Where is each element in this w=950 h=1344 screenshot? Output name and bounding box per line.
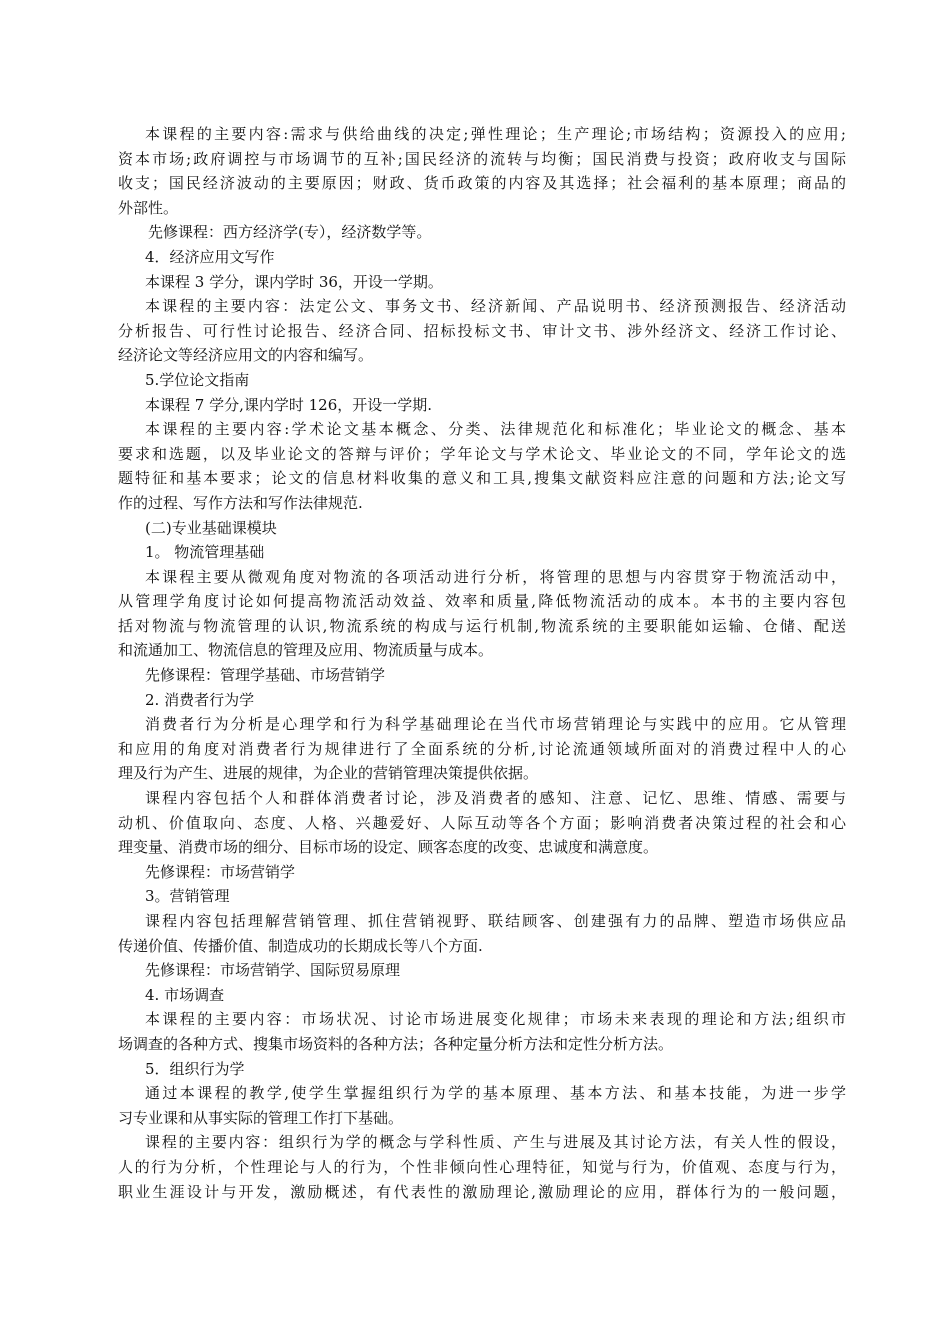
course-heading: 5.学位论文指南 xyxy=(145,370,250,389)
text-line: 题特征和基本要求；论文的信息材料收集的意义和工具,搜集文献资料应注意的问题和方法;论文写 xyxy=(118,469,846,488)
text-line: 本课程 7 学分,课内学时 126，开设一学期. xyxy=(145,395,433,414)
text-line: 作的过程、写作方法和写作法律规范. xyxy=(118,493,363,512)
course-heading: 2. 消费者行为学 xyxy=(145,690,255,709)
text-line: 课程的主要内容：组织行为学的概念与学科性质、产生与进展及其讨论方法，有关人性的假设， xyxy=(145,1133,846,1152)
text-line: 本课程 3 学分，课内学时 36，开设一学期。 xyxy=(145,272,443,291)
text-line: 课程内容包括个人和群体消费者讨论，涉及消费者的感知、注意、记忆、思维、情感、需要与 xyxy=(145,789,846,808)
text-line: 括对物流与物流管理的认识,物流系统的构成与运行机制,物流系统的主要职能如运输、仓储、配送 xyxy=(118,616,846,635)
prerequisite-line: 先修课程：市场营销学、国际贸易原理 xyxy=(145,961,401,980)
text-line: 传递价值、传播价值、制造成功的长期成长等八个方面. xyxy=(118,936,483,955)
prerequisite-line: 先修课程：西方经济学(专），经济数学等。 xyxy=(148,223,432,242)
text-line: 职业生涯设计与开发，激励概述，有代表性的激励理论,激励理论的应用，群体行为的一般问题， xyxy=(118,1182,846,1201)
course-heading: 5．组织行为学 xyxy=(145,1059,245,1078)
text-line: 本课程主要从微观角度对物流的各项活动进行分析，将管理的思想与内容贯穿于物流活动中， xyxy=(145,567,846,586)
text-line: 场调查的各种方式、搜集市场资料的各种方法；各种定量分析方法和定性分析方法。 xyxy=(118,1034,674,1053)
section-heading: (二)专业基础课模块 xyxy=(145,518,277,537)
text-line: 本课程的主要内容:学术论文基本概念、分类、法律规范化和标准化；毕业论文的概念、基本 xyxy=(145,420,846,439)
text-line: 和应用的角度对消费者行为规律进行了全面系统的分析,讨论流通领域所面对的消费过程中人的心 xyxy=(118,739,846,758)
text-line: 理及行为产生、进展的规律，为企业的营销管理决策提供依据。 xyxy=(118,764,539,783)
text-line: 外部性。 xyxy=(118,198,179,217)
text-line: 从管理学角度讨论如何提高物流活动效益、效率和质量,降低物流活动的成本。本书的主要内容包 xyxy=(118,592,846,611)
text-line: 通过本课程的教学,使学生掌握组织行为学的基本原理、基本方法、和基本技能，为进一步学 xyxy=(145,1084,846,1103)
text-line: 消费者行为分析是心理学和行为科学基础理论在当代市场营销理论与实践中的应用。它从管理 xyxy=(145,715,846,734)
course-heading: 4．经济应用文写作 xyxy=(145,247,275,266)
text-line: 资本市场;政府调控与市场调节的互补;国民经济的流转与均衡；国民消费与投资；政府收支与国际 xyxy=(118,149,846,168)
text-line: 习专业课和从事实际的管理工作打下基础。 xyxy=(118,1108,404,1127)
text-line: 理变量、消费市场的细分、目标市场的设定、顾客态度的改变、忠诚度和满意度。 xyxy=(118,838,659,857)
text-line: 收支；国民经济波动的主要原因；财政、货币政策的内容及其选择；社会福利的基本原理；商品的 xyxy=(118,174,846,193)
course-heading: 3。营销管理 xyxy=(145,887,230,906)
text-line: 和流通加工、物流信息的管理及应用、物流质量与成本。 xyxy=(118,641,494,660)
text-line: 人的行为分析，个性理论与人的行为，个性非倾向性心理特征，知觉与行为，价值观、态度与行为， xyxy=(118,1157,846,1176)
prerequisite-line: 先修课程：市场营销学 xyxy=(145,862,296,881)
text-line: 经济论文等经济应用文的内容和编写。 xyxy=(118,346,374,365)
text-line: 动机、价值取向、态度、人格、兴趣爱好、人际互动等各个方面；影响消费者决策过程的社会和心 xyxy=(118,813,846,832)
text-line: 本课程的主要内容：法定公文、事务文书、经济新闻、产品说明书、经济预测报告、经济活动 xyxy=(145,297,846,316)
course-heading: 1。 物流管理基础 xyxy=(145,543,265,562)
text-line: 分析报告、可行性讨论报告、经济合同、招标投标文书、审计文书、涉外经济文、经济工作讨论、 xyxy=(118,321,846,340)
text-line: 要求和选题，以及毕业论文的答辩与评价；学年论文与学术论文、毕业论文的不同，学年论文的选 xyxy=(118,444,846,463)
text-line: 课程内容包括理解营销管理、抓住营销视野、联结顾客、创建强有力的品牌、塑造市场供应品 xyxy=(145,912,846,930)
course-heading: 4. 市场调查 xyxy=(145,985,225,1004)
text-line: 本课程的主要内容：市场状况、讨论市场进展变化规律；市场未来表现的理论和方法;组织市 xyxy=(145,1010,846,1029)
prerequisite-line: 先修课程：管理学基础、市场营销学 xyxy=(145,666,386,685)
text-line: 本课程的主要内容:需求与供给曲线的决定;弹性理论；生产理论;市场结构；资源投入的应用; xyxy=(145,125,846,143)
